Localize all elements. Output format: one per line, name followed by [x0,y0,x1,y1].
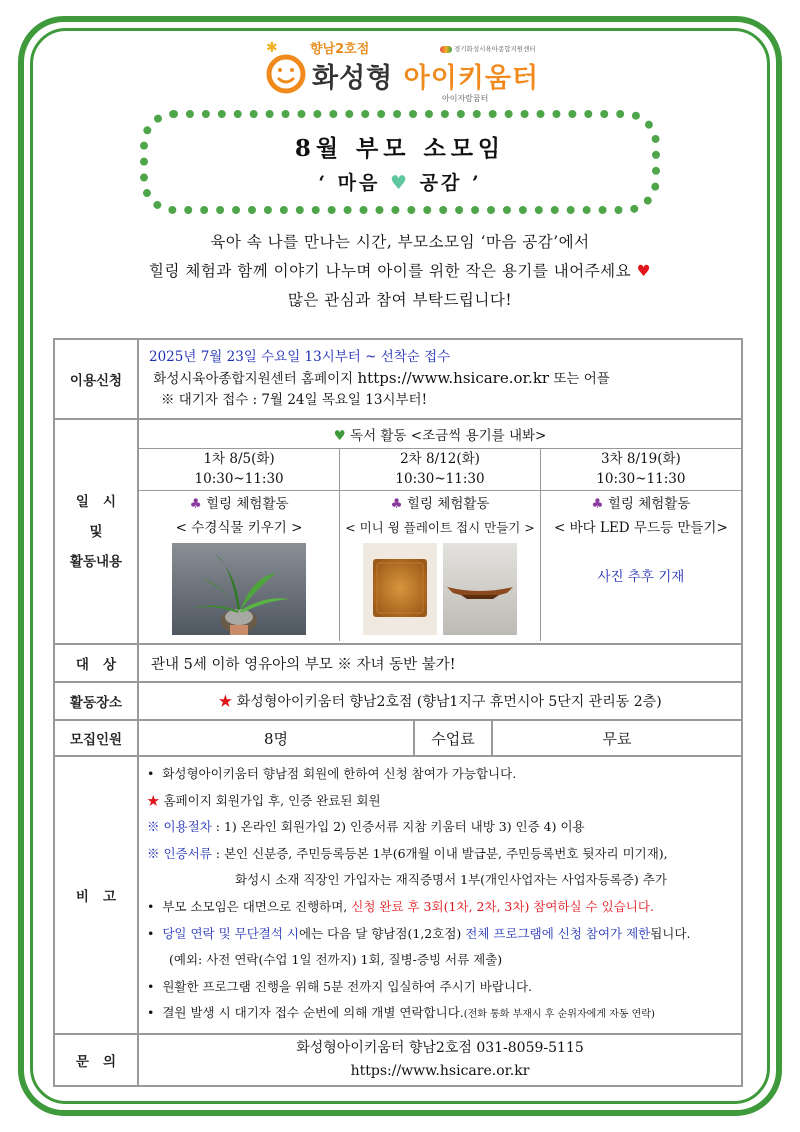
place-label: 활동장소 [54,682,138,720]
smiley-sun-icon [262,40,310,96]
session-2-activity: ♣ 힐링 체험활동 < 미니 윙 플레이트 접시 만들기 > [340,490,541,641]
session-3-time: 3차 8/19(화) 10:30~11:30 [540,448,741,490]
club-icon: ♣ [189,495,202,512]
green-heart-icon: ♥ [389,172,411,194]
contact-label: 문 의 [54,1034,138,1086]
schedule-label: 일 시 및 활동내용 [54,419,138,644]
recruit-label: 모집인원 [54,720,138,756]
apply-method: 화성시육아종합지원센터 홈페이지 https://www.hsicare.or.kr 또는 어플 [153,369,610,387]
note-7: • 당일 연락 및 무단결석 시에는 다음 달 향남점(1,2호점) 전체 프로그램에 신청 참여가 제한됩니다. [147,925,691,941]
org-logo-icon [440,46,452,53]
apply-date: 2025년 7월 23일 수요일 13시부터 ~ 선착순 접수 [149,349,451,365]
intro-text [60,228,740,315]
intro-line-1: 육아 속 나를 만나는 시간, 부모소모임 ‘마음 공감’에서 [210,233,590,251]
plant-photo [172,543,306,635]
info-table [53,338,743,1087]
photo-later-note: 사진 추후 기재 [597,568,685,585]
page-title: 8월 부모 소모임 [294,135,506,162]
logo-tagline: 아이자람꿈터 [442,94,489,103]
star-icon: ★ [218,694,233,710]
logo [262,36,552,104]
note-6: • 부모 소모임은 대면으로 진행하며, 신청 완료 후 3회(1차, 2차, 3차) 참여하실 수 있습니다. [147,899,654,914]
club-icon: ♣ [390,495,403,512]
fee-label: 수업료 [414,720,492,756]
club-icon: ♣ [591,495,604,512]
note-10: • 결원 발생 시 대기자 접수 순번에 의해 개별 연락합니다.(전화 통화 부재시 후 순위자에게 자동 연락) [147,1005,655,1021]
logo-org: 경기화성시육아종합지원센터 [440,44,536,53]
page-subtitle: ‘ 마음 ♥ 공감 ’ [318,172,482,194]
note-9: • 원활한 프로그램 진행을 위해 5분 전까지 입실하여 주시기 바랍니다. [147,978,533,994]
title-box [140,110,660,214]
logo-branch: 향남2호점 [310,42,370,57]
fee-value: 무료 [492,720,742,756]
homepage-link[interactable]: https://www.hsicare.or.kr [357,369,550,387]
schedule-table [139,420,741,641]
green-heart-icon: ♥ [333,427,346,444]
reading-activity: ♥ 독서 활동 <조금씩 용기를 내봐> [139,420,741,448]
star-icon: ★ [147,792,160,808]
notes-label: 비 고 [54,756,138,1034]
note-1: • 화성형아이키움터 향남점 회원에 한하여 신청 참여가 가능합니다. [147,766,517,782]
session-3-activity: ♣ 힐링 체험활동 < 바다 LED 무드등 만들기> 사진 추후 기재 [540,490,741,641]
note-8: (예외: 사전 연락(수업 1일 전까지) 1회, 질병-증빙 서류 제출) [169,952,503,968]
schedule-cell [138,419,742,644]
session-1-time: 1차 8/5(화) 10:30~11:30 [139,448,340,490]
intro-line-2: 힐링 체험과 함께 이야기 나누며 아이를 위한 작은 용기를 내어주세요 ♥ [149,262,651,280]
contact-cell [138,1034,742,1086]
notes-cell [138,756,742,1034]
contact-url[interactable]: https://www.hsicare.or.kr [350,1063,530,1079]
intro-line-3: 많은 관심과 참여 부탁드립니다! [287,291,513,309]
plate-side-photo [443,543,517,635]
note-2: ★ 홈페이지 회원가입 후, 인증 완료된 회원 [147,792,381,808]
apply-waitlist: ※ 대기자 접수 : 7월 24일 목요일 13시부터! [161,392,427,408]
session-2-time: 2차 8/12(화) 10:30~11:30 [340,448,541,490]
apply-cell [138,339,742,419]
note-5: 화성시 소재 직장인 가입자는 재직증명서 1부(개인사업자는 사업자등록증) 추가 [235,872,667,888]
session-1-activity: ♣ 힐링 체험활동 < 수경식물 키우기 > [139,490,340,641]
target-text: 관내 5세 이하 영유아의 부모 ※ 자녀 동반 불가! [138,644,742,682]
apply-label: 이용신청 [54,339,138,419]
note-4: ※ 인증서류 : 본인 신분증, 주민등록등본 1부(6개월 이내 발급분, 주민등록번호 뒷자리 미기재), [147,845,668,861]
target-label: 대 상 [54,644,138,682]
plate-top-photo [363,543,437,635]
recruit-value: 8명 [138,720,414,756]
svg-text:✱: ✱ [266,40,278,56]
red-heart-icon: ♥ [636,262,651,280]
logo-name: 화성형 아이키움터 [312,63,540,94]
contact-phone: 화성형아이키움터 향남2호점 031-8059-5115 [296,1040,584,1056]
note-3: ※ 이용절차 : 1) 온라인 회원가입 2) 인증서류 지참 키움터 내방 3) 인증 4) 이용 [147,819,585,835]
place-cell: ★ 화성형아이키움터 향남2호점 (향남1지구 휴먼시아 5단지 관리동 2층) [138,682,742,720]
